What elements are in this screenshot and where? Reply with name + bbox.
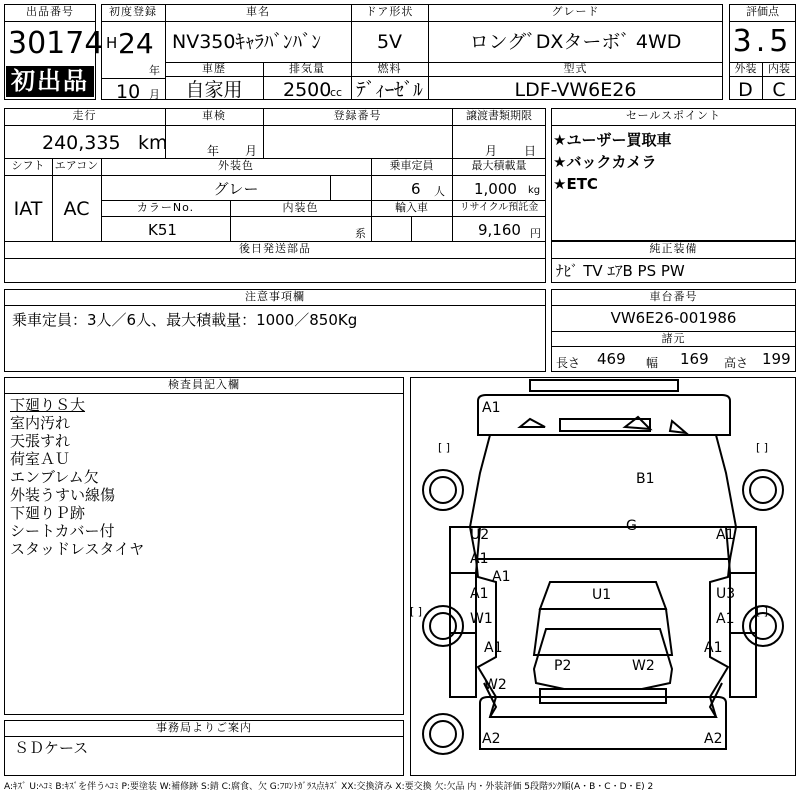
transfer-day-unit: 日 — [524, 144, 537, 158]
bracket-right-upper: [ ] — [756, 441, 769, 454]
mark-hood: B1 — [636, 471, 655, 487]
reg-year: 24 — [118, 27, 154, 60]
model-label: 型式 — [563, 62, 588, 75]
later-parts-label: 後日発送部品 — [239, 242, 311, 255]
capacity-unit: 人 — [434, 185, 445, 198]
front-panel-outline — [478, 395, 730, 435]
spare-tire-inner — [430, 721, 456, 747]
grade: ロングﾞDXターボﾞ 4WD — [469, 31, 682, 53]
mark-left-a1-lower: A1 — [484, 640, 503, 656]
mark-bottom-right-a2: A2 — [704, 731, 723, 747]
displacement-label: 排気量 — [289, 62, 325, 75]
first-listing-badge: 初出品 — [6, 66, 94, 97]
floor-outline — [534, 609, 672, 655]
interior-label: 内装 — [768, 62, 790, 75]
vehicle-outline — [410, 377, 796, 776]
recycle-unit: 円 — [530, 227, 541, 240]
reg-number-label: 登録番号 — [333, 109, 382, 122]
score-label: 評価点 — [746, 5, 779, 18]
mileage: 240,335 — [42, 132, 121, 154]
inspector-line: エンブレム欠 — [10, 468, 99, 486]
tire-front-left-inner — [430, 477, 456, 503]
color-no-label: カラーNo. — [136, 201, 195, 214]
ac-label: エアコン — [54, 159, 99, 172]
office-note: ＳＤケース — [14, 739, 89, 757]
mark-right-a1-lower: A1 — [704, 640, 723, 656]
bracket-left-upper: [ ] — [438, 441, 451, 454]
mark-rear-w2: W2 — [632, 658, 655, 674]
mark-left-w1: W1 — [470, 611, 493, 627]
inspector-line: スタッドレスタイヤ — [10, 540, 145, 558]
front-glass-outline — [560, 419, 650, 431]
import-label: 輸入車 — [395, 201, 428, 214]
width-label: 幅 — [646, 356, 659, 370]
sales-point: ★バックカメラ — [553, 153, 657, 171]
transfer-label: 譲渡書類期限 — [466, 109, 532, 122]
dims-label: 諸元 — [661, 332, 686, 345]
year-unit: 年 — [149, 64, 160, 77]
reg-month: 10 — [116, 81, 141, 103]
notes: 乗車定員：3人／6人、最大積載量：1000／850Kg — [12, 311, 358, 329]
capacity-label: 乗車定員 — [389, 159, 434, 172]
door-label: ドア形状 — [365, 5, 414, 18]
tire-front-right-inner — [750, 477, 776, 503]
transfer-month-unit: 月 — [485, 144, 498, 158]
interior-color-suffix: 系 — [355, 227, 366, 240]
mark-center-a1: A1 — [492, 569, 511, 585]
mark-left-a1-mid: A1 — [470, 586, 489, 602]
interior-grade: C — [772, 79, 786, 101]
capacity: 6 — [411, 180, 421, 198]
lot-number: 30174 — [8, 26, 104, 61]
sales-point: ★ユーザー買取車 — [553, 131, 672, 149]
mark-front-top: A1 — [482, 400, 501, 416]
grade-label: グレード — [551, 5, 600, 18]
height: 199 — [762, 350, 791, 368]
exterior-label: 外装 — [734, 62, 757, 75]
fuel: ﾃﾞｨｰｾﾞﾙ — [356, 79, 423, 101]
inspector-notes — [10, 396, 144, 558]
length-label: 長さ — [556, 356, 581, 370]
inspector-label: 検査員記入欄 — [168, 378, 240, 391]
score: 3.5 — [732, 24, 793, 59]
mark-right-a1-upper: A1 — [716, 527, 735, 543]
mark-right-a1-mid: A1 — [716, 611, 735, 627]
lot-label: 出品番号 — [26, 5, 74, 18]
windshield-outline — [470, 527, 736, 559]
recycle-label: リサイクル預託金 — [459, 202, 539, 213]
length: 469 — [597, 350, 626, 368]
mark-right-u3: U3 — [716, 586, 736, 602]
sales-point: ★ETC — [553, 175, 598, 193]
displacement-unit: cc — [330, 86, 343, 99]
history: 自家用 — [185, 79, 243, 101]
inspector-line: 下廻りＰ跡 — [10, 504, 86, 522]
height-label: 高さ — [724, 356, 749, 370]
width: 169 — [680, 350, 709, 368]
equipment-label: 純正装備 — [649, 242, 698, 255]
mark-floor-u1: U1 — [592, 587, 612, 603]
tire-rear-left-inner — [430, 613, 456, 639]
inspection-year-unit: 年 — [207, 144, 220, 158]
interior-color-label: 内装色 — [282, 201, 319, 214]
damage-legend: A:ｷｽﾞ U:ﾍｺﾐ B:ｷｽﾞを伴うﾍｺﾐ P:要塗装 W:補修跡 S:錆 C:腐食、欠 G:ﾌﾛﾝﾄｶﾞﾗｽ点ｷｽﾞ XX:交換済み X:要交換 欠:欠品 内・外装評価 5段階ﾗﾝｸ順(A・B・C・D・E) 2 — [4, 782, 654, 792]
recycle: 9,160 — [478, 221, 521, 239]
car-name-label: 車名 — [246, 5, 270, 18]
equipment: ﾅﾋﾞ TV ｴｱB PS PW — [556, 262, 685, 280]
load-unit: kg — [528, 185, 541, 196]
sales-points — [553, 129, 671, 195]
rear-panel-outline — [480, 697, 726, 749]
inspector-line: 荷室ＡＵ — [10, 450, 71, 468]
notes-label: 注意事項欄 — [245, 290, 305, 303]
mark-bottom-left-a2: A2 — [482, 731, 501, 747]
inspector-line: 室内汚れ — [10, 414, 71, 432]
first-reg-label: 初度登録 — [109, 5, 157, 18]
color: グレー — [213, 180, 259, 198]
fuel-label: 燃料 — [377, 62, 402, 75]
era: H — [106, 34, 118, 52]
mark-left-u2: U2 — [470, 527, 490, 543]
inspector-line: シートカバー付 — [10, 522, 115, 540]
inspector-line: 外装うすい線傷 — [10, 486, 116, 504]
color-no: K51 — [148, 221, 177, 239]
rear-window-outline — [490, 697, 716, 717]
mark-left-w2: W2 — [484, 677, 507, 693]
color-label: 外装色 — [218, 159, 254, 172]
mark-left-a1-upper: A1 — [470, 551, 489, 567]
displacement: 2500 — [283, 79, 332, 101]
ac: AC — [63, 198, 90, 220]
mileage-label: 走行 — [72, 109, 97, 122]
door-type: 5V — [376, 31, 403, 53]
shift-label: シフト — [11, 159, 45, 172]
bracket-right-lower: [ ] — [756, 605, 769, 618]
inspector-line: 天張すれ — [10, 432, 71, 450]
mark-roof: G — [626, 518, 637, 534]
hood-outline — [470, 435, 736, 527]
mileage-unit: km — [138, 132, 168, 154]
load-label: 最大積載量 — [471, 159, 527, 172]
inspection-label: 車検 — [202, 109, 226, 122]
inspection-month-unit: 月 — [245, 144, 258, 158]
chassis-number: VW6E26-001986 — [610, 309, 737, 327]
inspector-line: 下廻りＳ大 — [10, 396, 86, 414]
exterior-grade: D — [738, 79, 753, 101]
bracket-left-lower: [ ] — [410, 605, 423, 618]
office-label: 事務局よりご案内 — [156, 721, 252, 734]
shift: IAT — [13, 198, 43, 220]
history-label: 車歴 — [202, 62, 226, 75]
car-name: NV350ｷｬﾗﾊﾞﾝﾊﾞﾝ — [172, 31, 321, 53]
front-bumper-outline — [530, 380, 678, 391]
month-unit: 月 — [149, 88, 160, 101]
sales-label: セールスポイント — [625, 109, 721, 122]
mark-rear-p2: P2 — [554, 658, 572, 674]
chassis-label: 車台番号 — [649, 290, 698, 303]
load: 1,000 — [474, 180, 517, 198]
model: LDF-VW6E26 — [514, 79, 637, 101]
